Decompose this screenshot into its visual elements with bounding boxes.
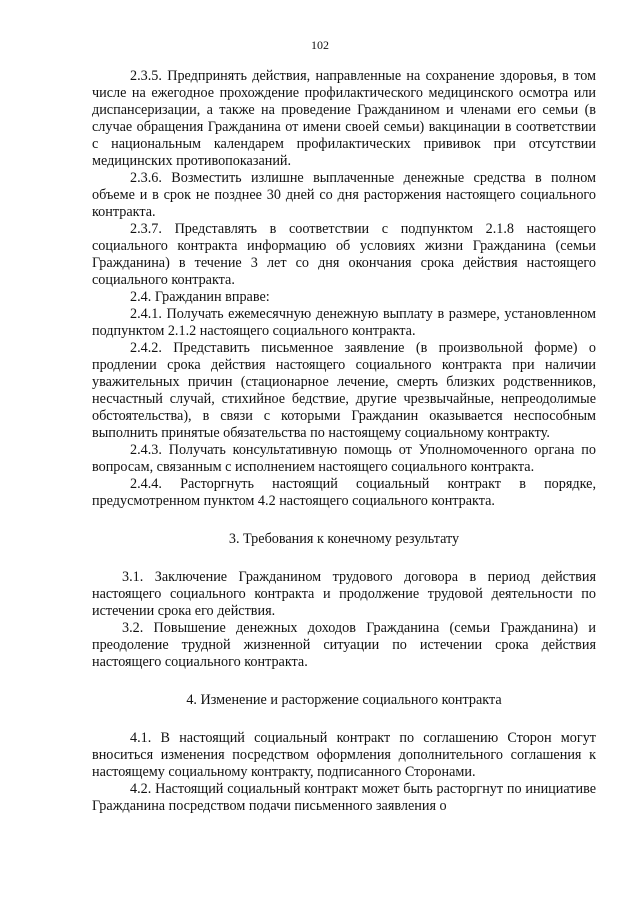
paragraph-4-2: 4.2. Настоящий социальный контракт может быть расторгнут по инициативе Гражданина посредством подачи письменного заявления о [92, 781, 596, 814]
paragraph-2-3-7: 2.3.7. Представлять в соответствии с подпунктом 2.1.8 настоящего социального контракта информацию об условиях жизни Гражданина (семьи Гражданина) в течение 3 лет со дня окончания срока действия настоящего социального контракта. [92, 221, 596, 288]
paragraph-2-4-2: 2.4.2. Представить письменное заявление (в произвольной форме) о продлении срока действия настоящего социального контракта при наличии уважительных причин (стационарное лечение, смерть близких родственников, несчастный случай, стихийное бедствие, другие чрезвычайные, непреодолимые обстоятельства), в связи с которыми Гражданин оказывается неспособным выполнить принятые обязательства по настоящему социальному контракту. [92, 340, 596, 441]
paragraph-4-1: 4.1. В настоящий социальный контракт по соглашению Сторон могут вноситься изменения посредством оформления дополнительного соглашения к настоящему социальному контракту, подписанного Сторонами. [92, 730, 596, 780]
paragraph-2-4-4: 2.4.4. Расторгнуть настоящий социальный контракт в порядке, предусмотренном пунктом 4.2 настоящего социального контракта. [92, 476, 596, 509]
document-body [92, 68, 596, 815]
paragraph-2-4-3: 2.4.3. Получать консультативную помощь от Уполномоченного органа по вопросам, связанным с исполнением настоящего социального контракта. [92, 442, 596, 475]
page-number: 102 [311, 38, 329, 52]
paragraph-2-3-5: 2.3.5. Предпринять действия, направленные на сохранение здоровья, в том числе на ежегодное прохождение профилактического медицинского осмотра или диспансеризации, а также на проведение Гражданином и членами его семьи (в случае обращения Гражданина от имени своей семьи) вакцинации в соответствии с национальным календарем профилактических прививок при отсутствии медицинских противопоказаний. [92, 68, 596, 169]
paragraph-2-4-1: 2.4.1. Получать ежемесячную денежную выплату в размере, установленном подпунктом 2.1.2 настоящего социального контракта. [92, 306, 596, 339]
paragraph-2-3-6: 2.3.6. Возместить излишне выплаченные денежные средства в полном объеме и в срок не позднее 30 дней со дня расторжения настоящего социального контракта. [92, 170, 596, 220]
paragraph-3-1: 3.1. Заключение Гражданином трудового договора в период действия настоящего социального контракта и продолжение трудовой деятельности по истечении срока его действия. [92, 569, 596, 619]
paragraph-3-2: 3.2. Повышение денежных доходов Гражданина (семьи Гражданина) и преодоление трудной жизненной ситуации по истечении срока действия настоящего социального контракта. [92, 620, 596, 670]
paragraph-2-4: 2.4. Гражданин вправе: [130, 289, 270, 305]
section-heading-4: 4. Изменение и расторжение социального контракта [186, 692, 502, 708]
section-heading-3: 3. Требования к конечному результату [228, 531, 460, 547]
